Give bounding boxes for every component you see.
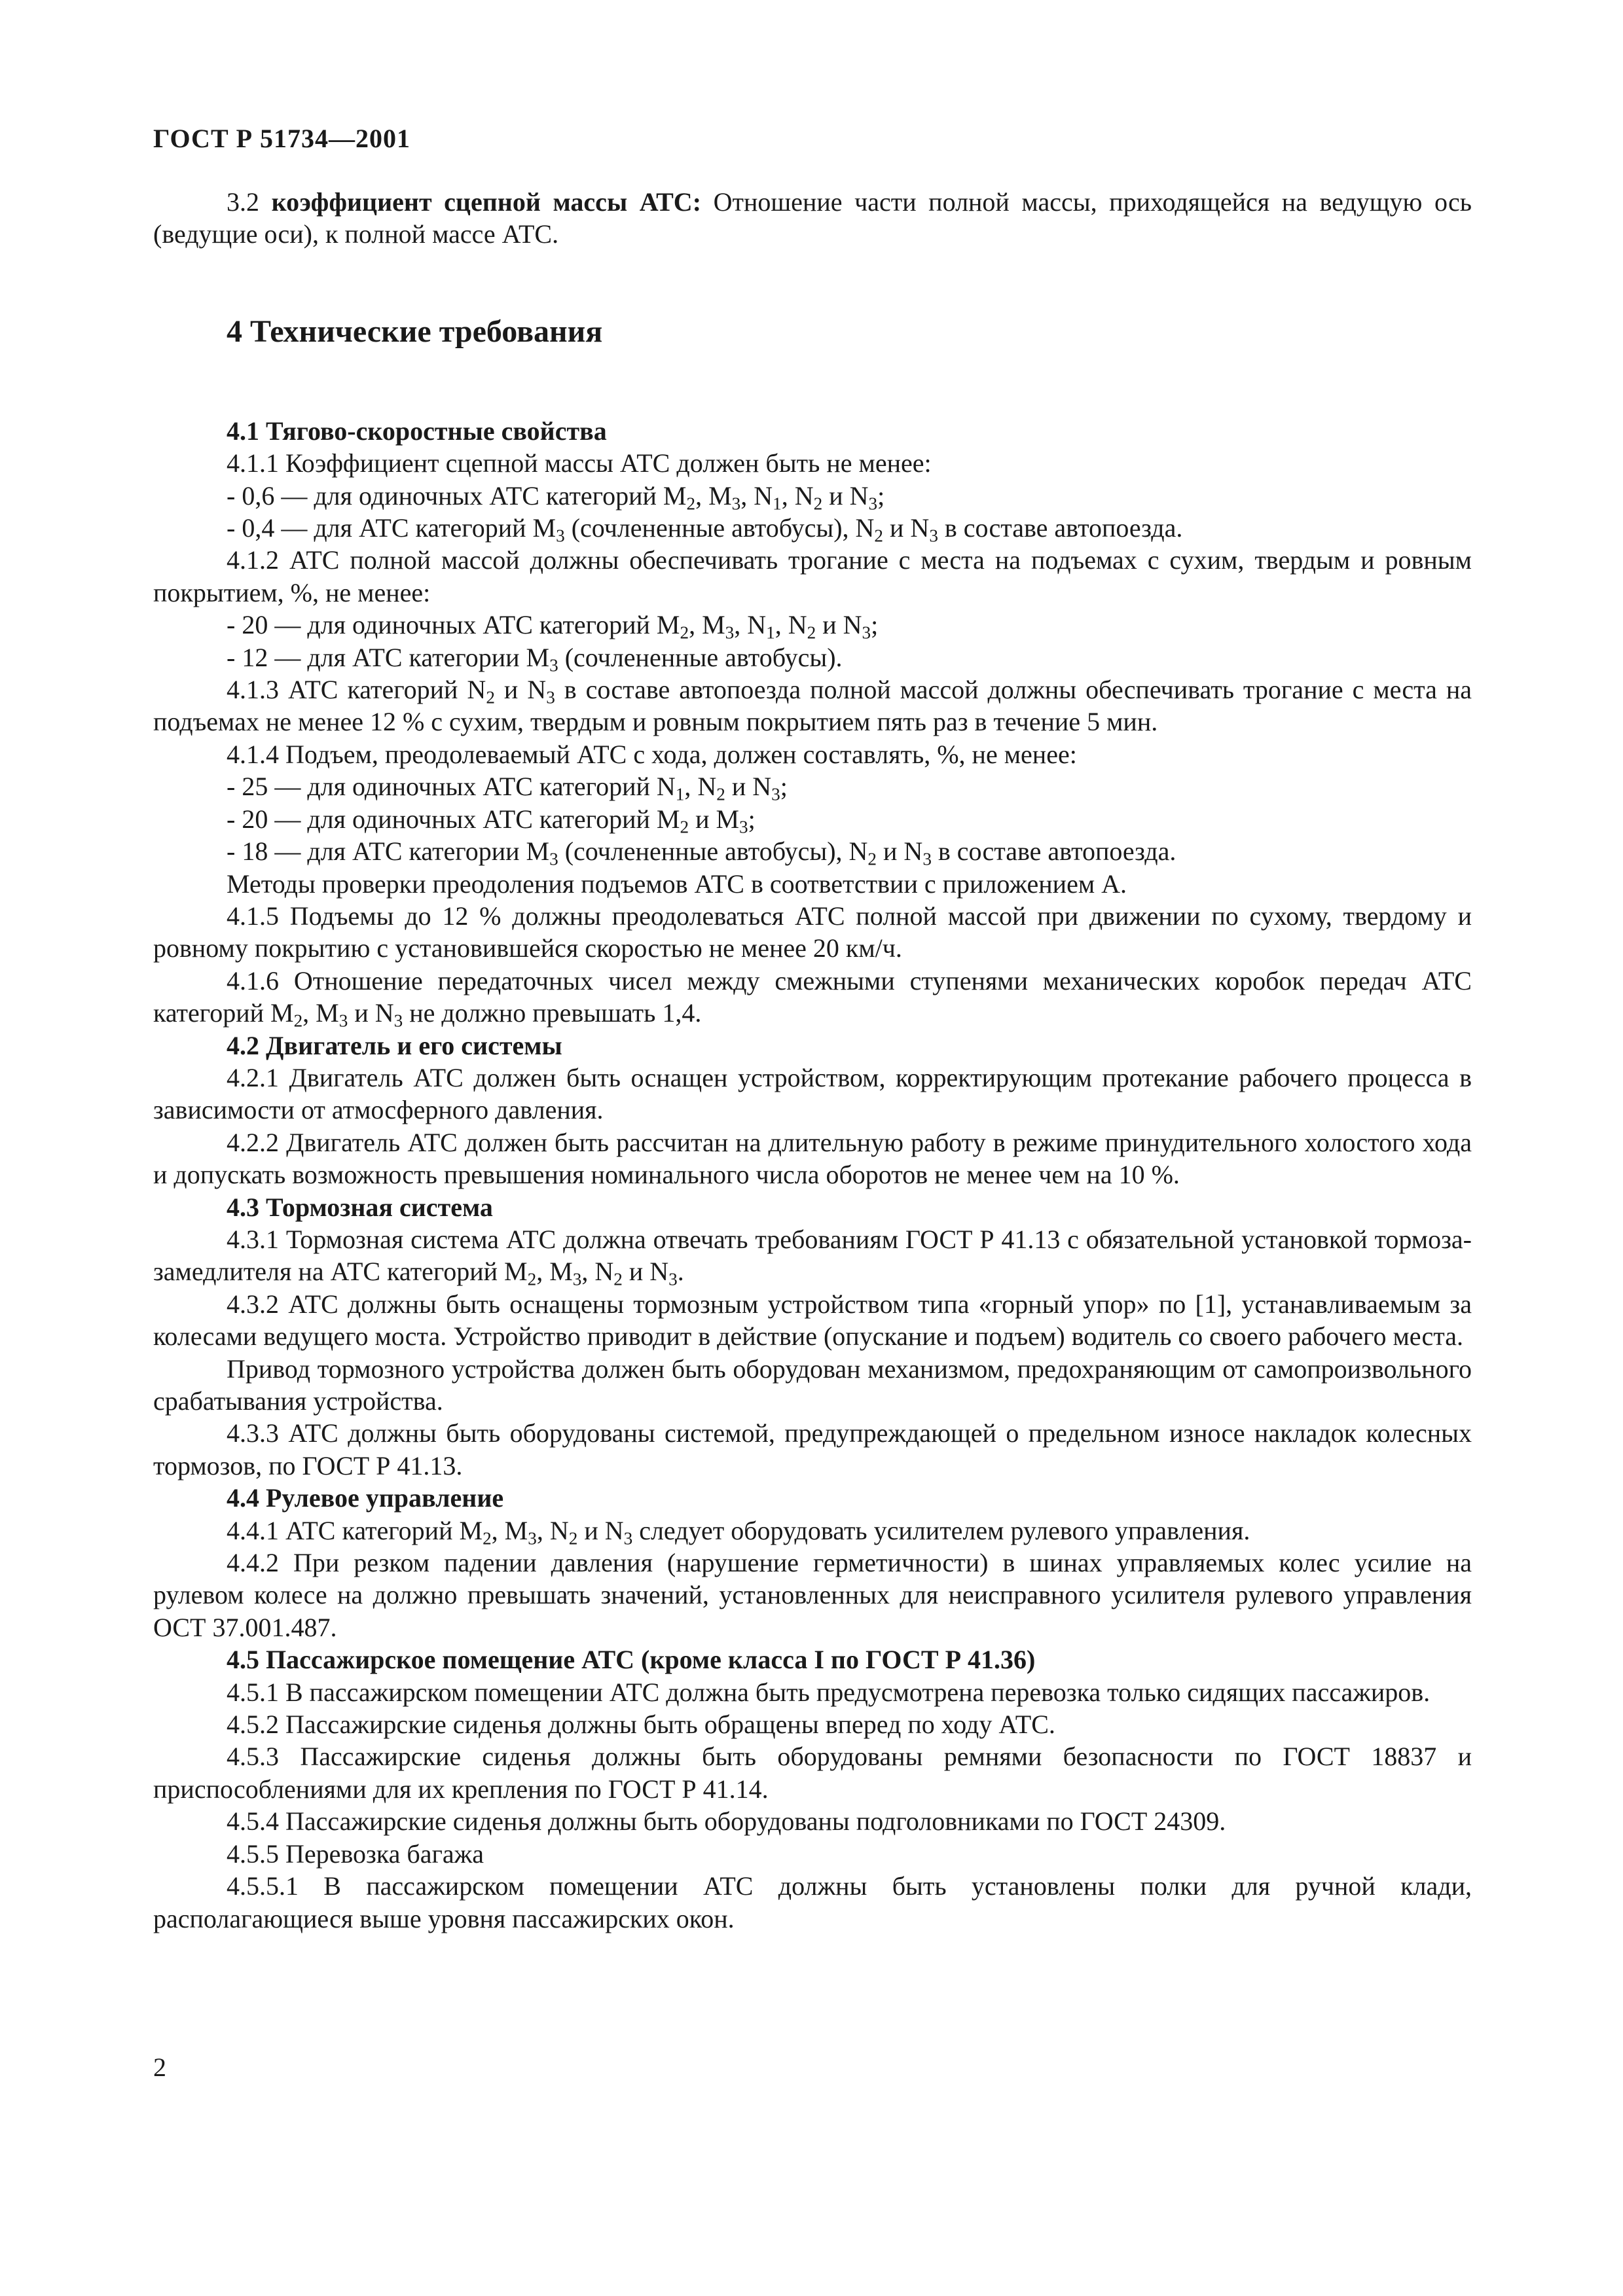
page-number: 2 [153, 2053, 166, 2082]
paragraph: 4.2.2 Двигатель АТС должен быть рассчитан на длительную работу в режиме принудительного холостого хода и допускать возможность превышения номинального числа оборотов не менее чем на 10 %. [153, 1127, 1472, 1190]
subsection-heading: 4.5 Пассажирское помещение АТС (кроме класса I по ГОСТ Р 41.36) [227, 1645, 1036, 1675]
subsection-heading: 4.3 Тормозная система [227, 1192, 493, 1222]
paragraph: 4.1.2 АТС полной массой должны обеспечивать трогание с места на подъемах с сухим, твердым и ровным покрытием, %, не менее: [153, 545, 1472, 607]
paragraph: 4.4.2 При резком падении давления (нарушение герметичности) в шинах управляемых колес усилие на рулевом колесе на должно превышать значений, установленных для неисправного усилителя рулевого управления ОСТ 37.001.487. [153, 1548, 1472, 1642]
document-id-header: ГОСТ Р 51734—2001 [153, 124, 411, 153]
paragraph: 4.1.6 Отношение передаточных чисел между смежными ступенями механических коробок передач АТС категорий $M_2$, $M_3$ и $N_3$ не должно превышать 1,4. [153, 965, 1472, 1031]
subsection-heading: 4.1 Тягово-скоростные свойства [227, 416, 607, 446]
paragraph: Привод тормозного устройства должен быть оборудован механизмом, предохраняющим от самопроизвольного срабатывания устройства. [153, 1354, 1472, 1416]
paragraph: 4.1.3 АТС категорий $N_2$ и $N_3$ в составе автопоезда полной массой должны обеспечивать трогание с места на подъемах не менее 12 % с сухим, твердым и ровным покрытием пять раз в течение 5 мин. [153, 675, 1472, 737]
list-item: - 25 — для одиночных АТС категорий $N_1$, $N_2$ и $N_3$; [227, 772, 788, 804]
paragraph: 4.1.5 Подъемы до 12 % должны преодолеваться АТС полной массой при движении по сухому, твердому и ровному покрытию с установившейся скоростью не менее 20 км/ч. [153, 901, 1472, 963]
list-item: - 12 — для АТС категории $M_3$ (сочлененные автобусы). [227, 642, 843, 675]
paragraph: 4.4.1 АТС категорий $M_2$, $M_3$, $N_2$ и $N_3$ следует оборудовать усилителем рулевого управления. [227, 1515, 1250, 1549]
subsection-heading: 4.2 Двигатель и его системы [227, 1030, 562, 1060]
paragraph: Методы проверки преодоления подъемов АТС в соответствии с приложением А. [227, 869, 1127, 899]
defined-term: коэффициент сцепной массы АТС: [271, 187, 702, 217]
paragraph: 4.2.1 Двигатель АТС должен быть оснащен устройством, корректирующим протекание рабочего процесса в зависимости от атмосферного давления. [153, 1062, 1472, 1125]
clause-number: 3.2 [227, 187, 259, 217]
paragraph: 4.5.4 Пассажирские сиденья должны быть оборудованы подголовниками по ГОСТ 24309. [227, 1806, 1226, 1837]
list-item: - 18 — для АТС категории $M_3$ (сочлененные автобусы), $N_2$ и $N_3$ в составе автопоезда. [227, 836, 1176, 869]
paragraph: 4.5.1 В пассажирском помещении АТС должна быть предусмотрена перевозка только сидящих пассажиров. [227, 1677, 1431, 1707]
section-title: 4 Технические требования [227, 314, 603, 349]
paragraph: 4.5.5 Перевозка багажа [227, 1839, 484, 1869]
paragraph: 4.3.2 АТС должны быть оснащены тормозным устройством типа «горный упор» по [1], устанавливаемым за колесами ведущего моста. Устройство приводит в действие (опускание и подъем) водитель со своего рабочего места. [153, 1289, 1472, 1352]
subsection-heading: 4.4 Рулевое управление [227, 1483, 504, 1513]
paragraph: 4.3.3 АТС должны быть оборудованы системой, предупреждающей о предельном износе накладок колесных тормозов, по ГОСТ Р 41.13. [153, 1418, 1472, 1480]
paragraph: 4.3.1 Тормозная система АТС должна отвечать требованиям ГОСТ Р 41.13 с обязательной установкой тормоза-замедлителя на АТС категорий $M_2$, $M_3$, $N_2$ и $N_3$. [153, 1224, 1472, 1289]
definition-text: Отношение части полной массы, приходящейся на ведущую ось (ведущие оси), к полной массе АТС. [153, 187, 1472, 249]
list-item: - 0,4 — для АТС категорий $M_3$ (сочлененные автобусы), $N_2$ и $N_3$ в составе автопоезда. [227, 513, 1183, 546]
paragraph: 4.5.2 Пассажирские сиденья должны быть обращены вперед по ходу АТС. [227, 1710, 1055, 1740]
paragraph: 4.5.5.1 В пассажирском помещении АТС должны быть установлены полки для ручной клади, располагающиеся выше уровня пассажирских окон. [153, 1871, 1472, 1933]
list-item: - 20 — для одиночных АТС категорий $M_2$, $M_3$, $N_1$, $N_2$ и $N_3$; [227, 610, 879, 643]
list-item: - 20 — для одиночных АТС категорий $M_2$ и $M_3$; [227, 804, 756, 837]
document-body [153, 186, 1472, 1935]
paragraph: 4.1.4 Подъем, преодолеваемый АТС с хода, должен составлять, %, не менее: [227, 739, 1077, 769]
paragraph-3-2 [153, 186, 1472, 251]
paragraph: 4.5.3 Пассажирские сиденья должны быть оборудованы ремнями безопасности по ГОСТ 18837 и приспособлениями для их крепления по ГОСТ Р 41.14. [153, 1742, 1472, 1804]
paragraph: 4.1.1 Коэффициент сцепной массы АТС должен быть не менее: [227, 448, 932, 478]
list-item: - 0,6 — для одиночных АТС категорий $M_2$, $M_3$, $N_1$, $N_2$ и $N_3$; [227, 480, 885, 514]
